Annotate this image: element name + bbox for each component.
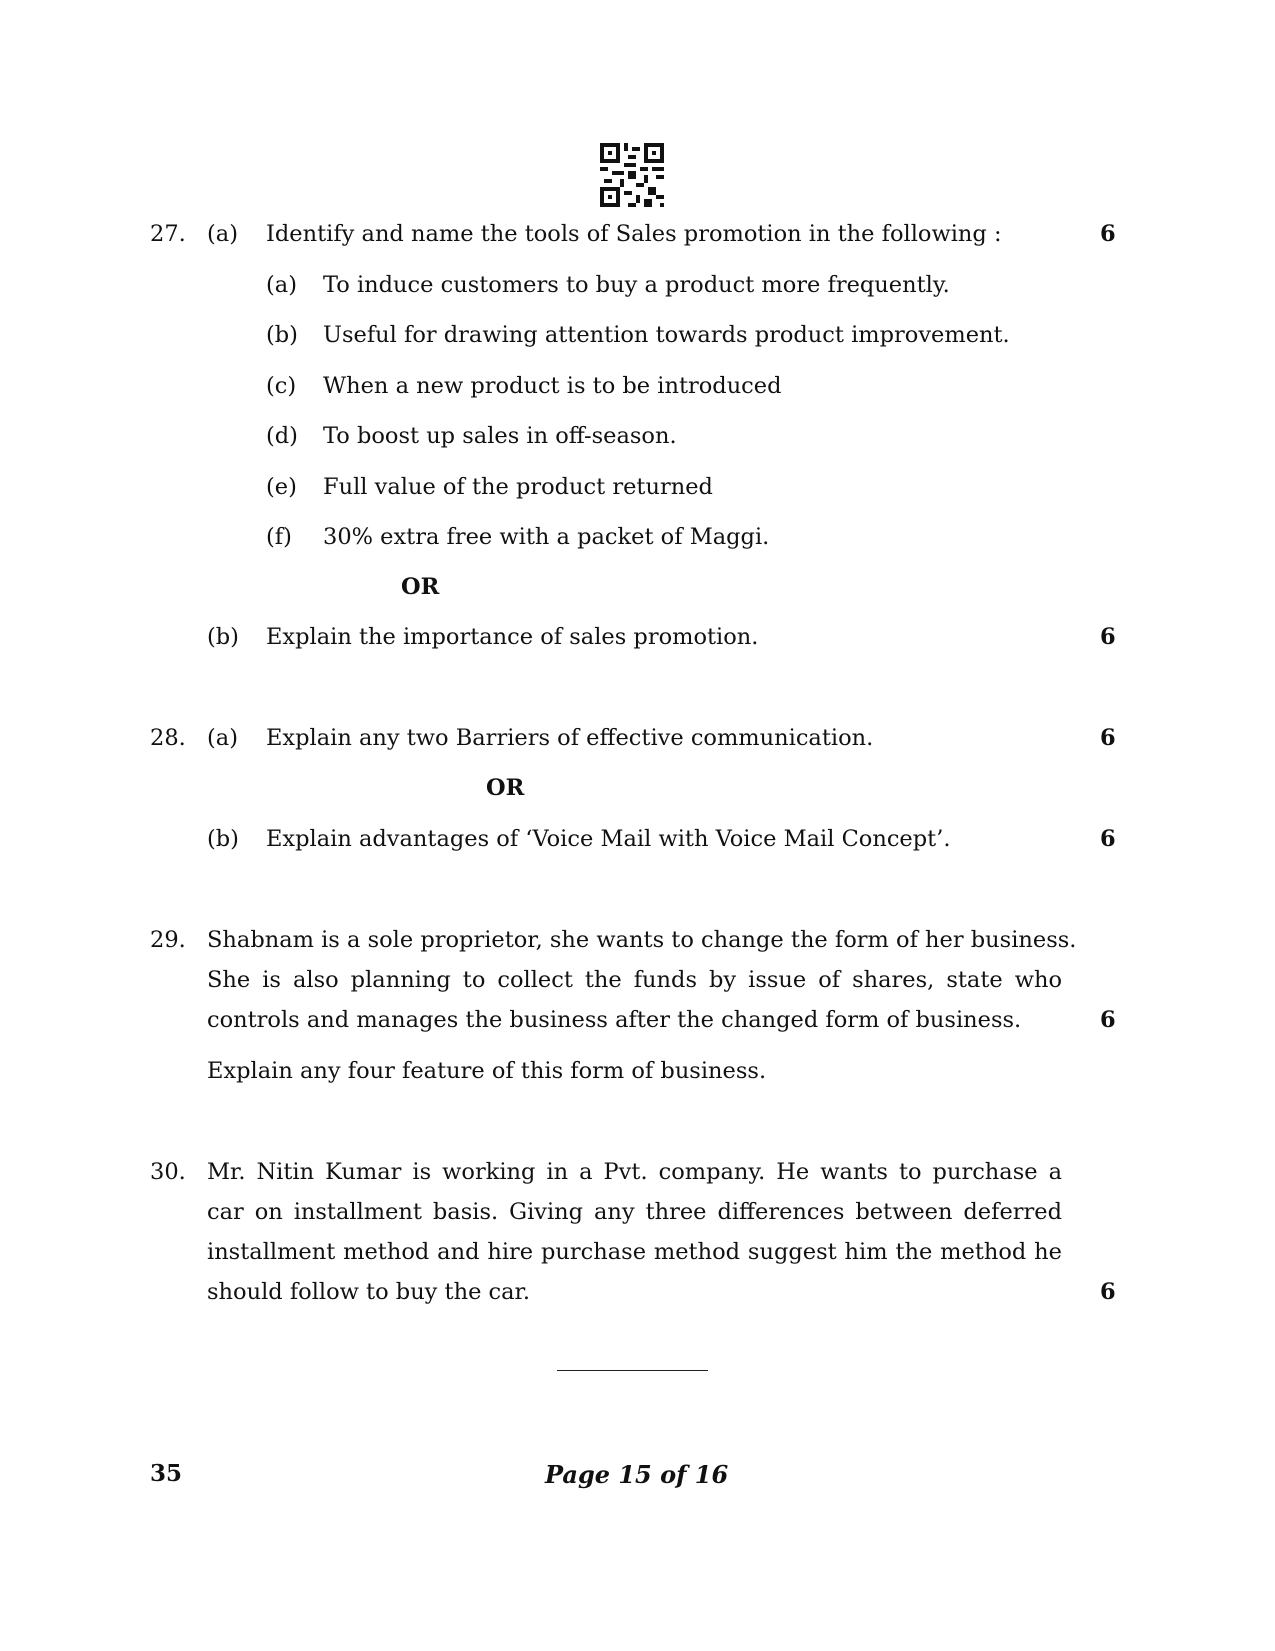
q27-item-text: To boost up sales in off-season. <box>323 423 677 449</box>
q29-text-line: Shabnam is a sole proprietor, she wants to change the form of her business. <box>207 927 1077 953</box>
q27-part-a-marks: 6 <box>1100 221 1116 247</box>
question-number-30: 30. <box>150 1159 186 1185</box>
q30-marks: 6 <box>1100 1279 1116 1305</box>
q27-item-label: (a) <box>266 272 297 298</box>
question-number-27: 27. <box>150 221 186 247</box>
page-number: Page 15 of 16 <box>545 1460 729 1489</box>
q30-text-line: car on installment basis. Giving any three differences between deferred <box>207 1199 1062 1225</box>
end-rule <box>557 1370 708 1371</box>
q27-item-text: When a new product is to be introduced <box>323 373 782 399</box>
q29-text-line: Explain any four feature of this form of business. <box>207 1058 767 1084</box>
q28-part-b-label: (b) <box>207 826 239 852</box>
q28-part-a-marks: 6 <box>1100 725 1116 751</box>
q30-text-line: Mr. Nitin Kumar is working in a Pvt. company. He wants to purchase a <box>207 1159 1062 1185</box>
q30-text-line: installment method and hire purchase method suggest him the method he <box>207 1239 1062 1265</box>
q29-text-line: controls and manages the business after the changed form of business. <box>207 1007 1022 1033</box>
q27-item-text: Full value of the product returned <box>323 474 713 500</box>
q29-marks: 6 <box>1100 1007 1116 1033</box>
q27-part-a-label: (a) <box>207 221 238 247</box>
q27-item-text: 30% extra free with a packet of Maggi. <box>323 524 770 550</box>
q28-part-b-text: Explain advantages of ‘Voice Mail with Voice Mail Concept’. <box>266 826 951 852</box>
q27-part-a-text: Identify and name the tools of Sales promotion in the following : <box>266 221 1002 247</box>
q27-item-label: (b) <box>266 322 298 348</box>
q29-text-line: She is also planning to collect the funds by issue of shares, state who <box>207 967 1062 993</box>
q27-or-divider: OR <box>401 574 440 600</box>
q28-part-a-label: (a) <box>207 725 238 751</box>
q30-text-line: should follow to buy the car. <box>207 1279 530 1305</box>
q28-part-a-text: Explain any two Barriers of effective communication. <box>266 725 874 751</box>
q27-part-b-marks: 6 <box>1100 624 1116 650</box>
q27-item-label: (f) <box>266 524 292 550</box>
q27-item-label: (d) <box>266 423 298 449</box>
question-number-29: 29. <box>150 927 186 953</box>
question-number-28: 28. <box>150 725 186 751</box>
q28-part-b-marks: 6 <box>1100 826 1116 852</box>
paper-code: 35 <box>150 1460 183 1487</box>
q27-item-label: (e) <box>266 474 297 500</box>
q28-or-divider: OR <box>486 775 525 801</box>
qr-code <box>600 143 664 207</box>
q27-item-text: Useful for drawing attention towards product improvement. <box>323 322 1010 348</box>
q27-part-b-text: Explain the importance of sales promotion. <box>266 624 759 650</box>
q27-item-label: (c) <box>266 373 297 399</box>
q27-part-b-label: (b) <box>207 624 239 650</box>
q27-item-text: To induce customers to buy a product more frequently. <box>323 272 950 298</box>
